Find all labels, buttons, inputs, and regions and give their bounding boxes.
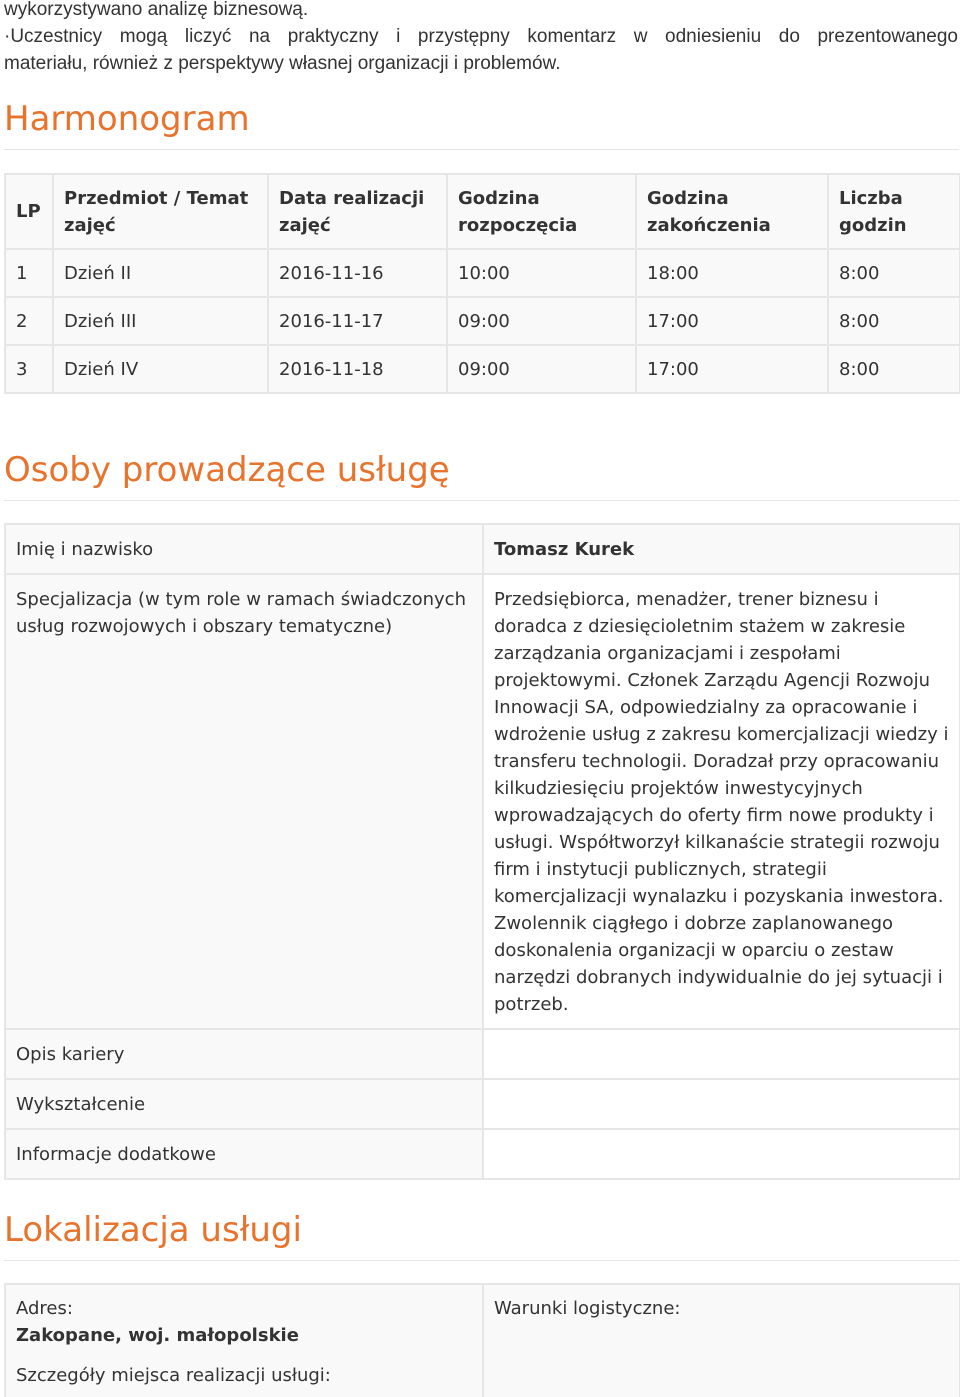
cell-lp: 1 (5, 249, 53, 297)
cell-date: 2016-11-16 (268, 249, 447, 297)
table-row (5, 1284, 960, 1397)
harmonogram-title: Harmonogram (4, 99, 959, 150)
cell-end: 17:00 (636, 345, 828, 393)
table-row (5, 297, 960, 345)
header-end-time: Godzina zakończenia (636, 174, 828, 249)
table-row (5, 524, 960, 574)
logistics-label: Warunki logistyczne: (494, 1298, 681, 1319)
table-row (5, 1079, 960, 1129)
table-row (5, 1129, 960, 1179)
cell-date: 2016-11-17 (268, 297, 447, 345)
header-subject: Przedmiot / Temat zajęć (53, 174, 268, 249)
intro-line-1: wykorzystywano analizę biznesową. (4, 0, 309, 20)
schedule-table (4, 173, 960, 394)
header-date: Data realizacji zajęć (268, 174, 447, 249)
location-title: Lokalizacja usługi (4, 1210, 959, 1261)
cell-hours: 8:00 (828, 297, 960, 345)
intro-line-3: materiału, również z perspektywy własnej organizacji i problemów. (4, 53, 561, 74)
logistics-cell (483, 1284, 960, 1397)
cell-subject: Dzień II (53, 249, 268, 297)
schedule-header-row (5, 174, 960, 249)
table-row (5, 345, 960, 393)
cell-subject: Dzień III (53, 297, 268, 345)
intro-text (4, 0, 958, 77)
cell-end: 17:00 (636, 297, 828, 345)
trainers-table (4, 523, 960, 1180)
header-lp: LP (5, 174, 53, 249)
address-label: Adres: (16, 1298, 73, 1319)
intro-line-2: ·Uczestnicy mogą liczyć na praktyczny i przystępny komentarz w odniesieniu do prezentowanego (4, 26, 958, 47)
table-row (5, 1029, 960, 1079)
address-cell (5, 1284, 483, 1397)
cell-end: 18:00 (636, 249, 828, 297)
cell-hours: 8:00 (828, 345, 960, 393)
cell-start: 09:00 (447, 345, 636, 393)
location-table (4, 1283, 960, 1397)
cell-lp: 2 (5, 297, 53, 345)
header-start-time: Godzina rozpoczęcia (447, 174, 636, 249)
trainers-title: Osoby prowadzące usługę (4, 450, 959, 501)
name-value: Tomasz Kurek (483, 524, 960, 574)
career-label: Opis kariery (5, 1029, 483, 1079)
name-label: Imię i nazwisko (5, 524, 483, 574)
cell-hours: 8:00 (828, 249, 960, 297)
extra-info-label: Informacje dodatkowe (5, 1129, 483, 1179)
education-label: Wykształcenie (5, 1079, 483, 1129)
spacer (16, 1349, 472, 1362)
cell-subject: Dzień IV (53, 345, 268, 393)
address-value: Zakopane, woj. małopolskie (16, 1325, 299, 1346)
specialization-label: Specjalizacja (w tym role w ramach świadczonych usług rozwojowych i obszary tematyczne) (5, 574, 483, 1029)
career-value (483, 1029, 960, 1079)
education-value (483, 1079, 960, 1129)
table-row (5, 249, 960, 297)
header-hours: Liczba godzin (828, 174, 960, 249)
table-row (5, 574, 960, 1029)
venue-details-label: Szczegóły miejsca realizacji usługi: (16, 1365, 331, 1386)
cell-date: 2016-11-18 (268, 345, 447, 393)
extra-info-value (483, 1129, 960, 1179)
cell-lp: 3 (5, 345, 53, 393)
specialization-value: Przedsiębiorca, menadżer, trener biznesu i doradca z dziesięcioletnim stażem w zakresie zarządzania organizacjami i zespołami projektowymi. Członek Zarządu Agencji Rozwoju Innowacji SA, odpowiedzialny za opracowanie i wdrożenie usług z zakresu komercjalizacji wiedzy i transferu technologii. Doradzał przy opracowaniu kilkudziesięciu projektów inwestycyjnych wprowadzających do oferty firm nowe produkty i usługi. Współtworzył kilkanaście strategii rozwoju firm i instytucji publicznych, strategii komercjalizacji wynalazku i pozyskania inwestora. Zwolennik ciągłego i dobrze zaplanowanego doskonalenia organizacji w oparciu o zestaw narzędzi dobranych indywidualnie do jej sytuacji i potrzeb. (483, 574, 960, 1029)
cell-start: 10:00 (447, 249, 636, 297)
cell-start: 09:00 (447, 297, 636, 345)
